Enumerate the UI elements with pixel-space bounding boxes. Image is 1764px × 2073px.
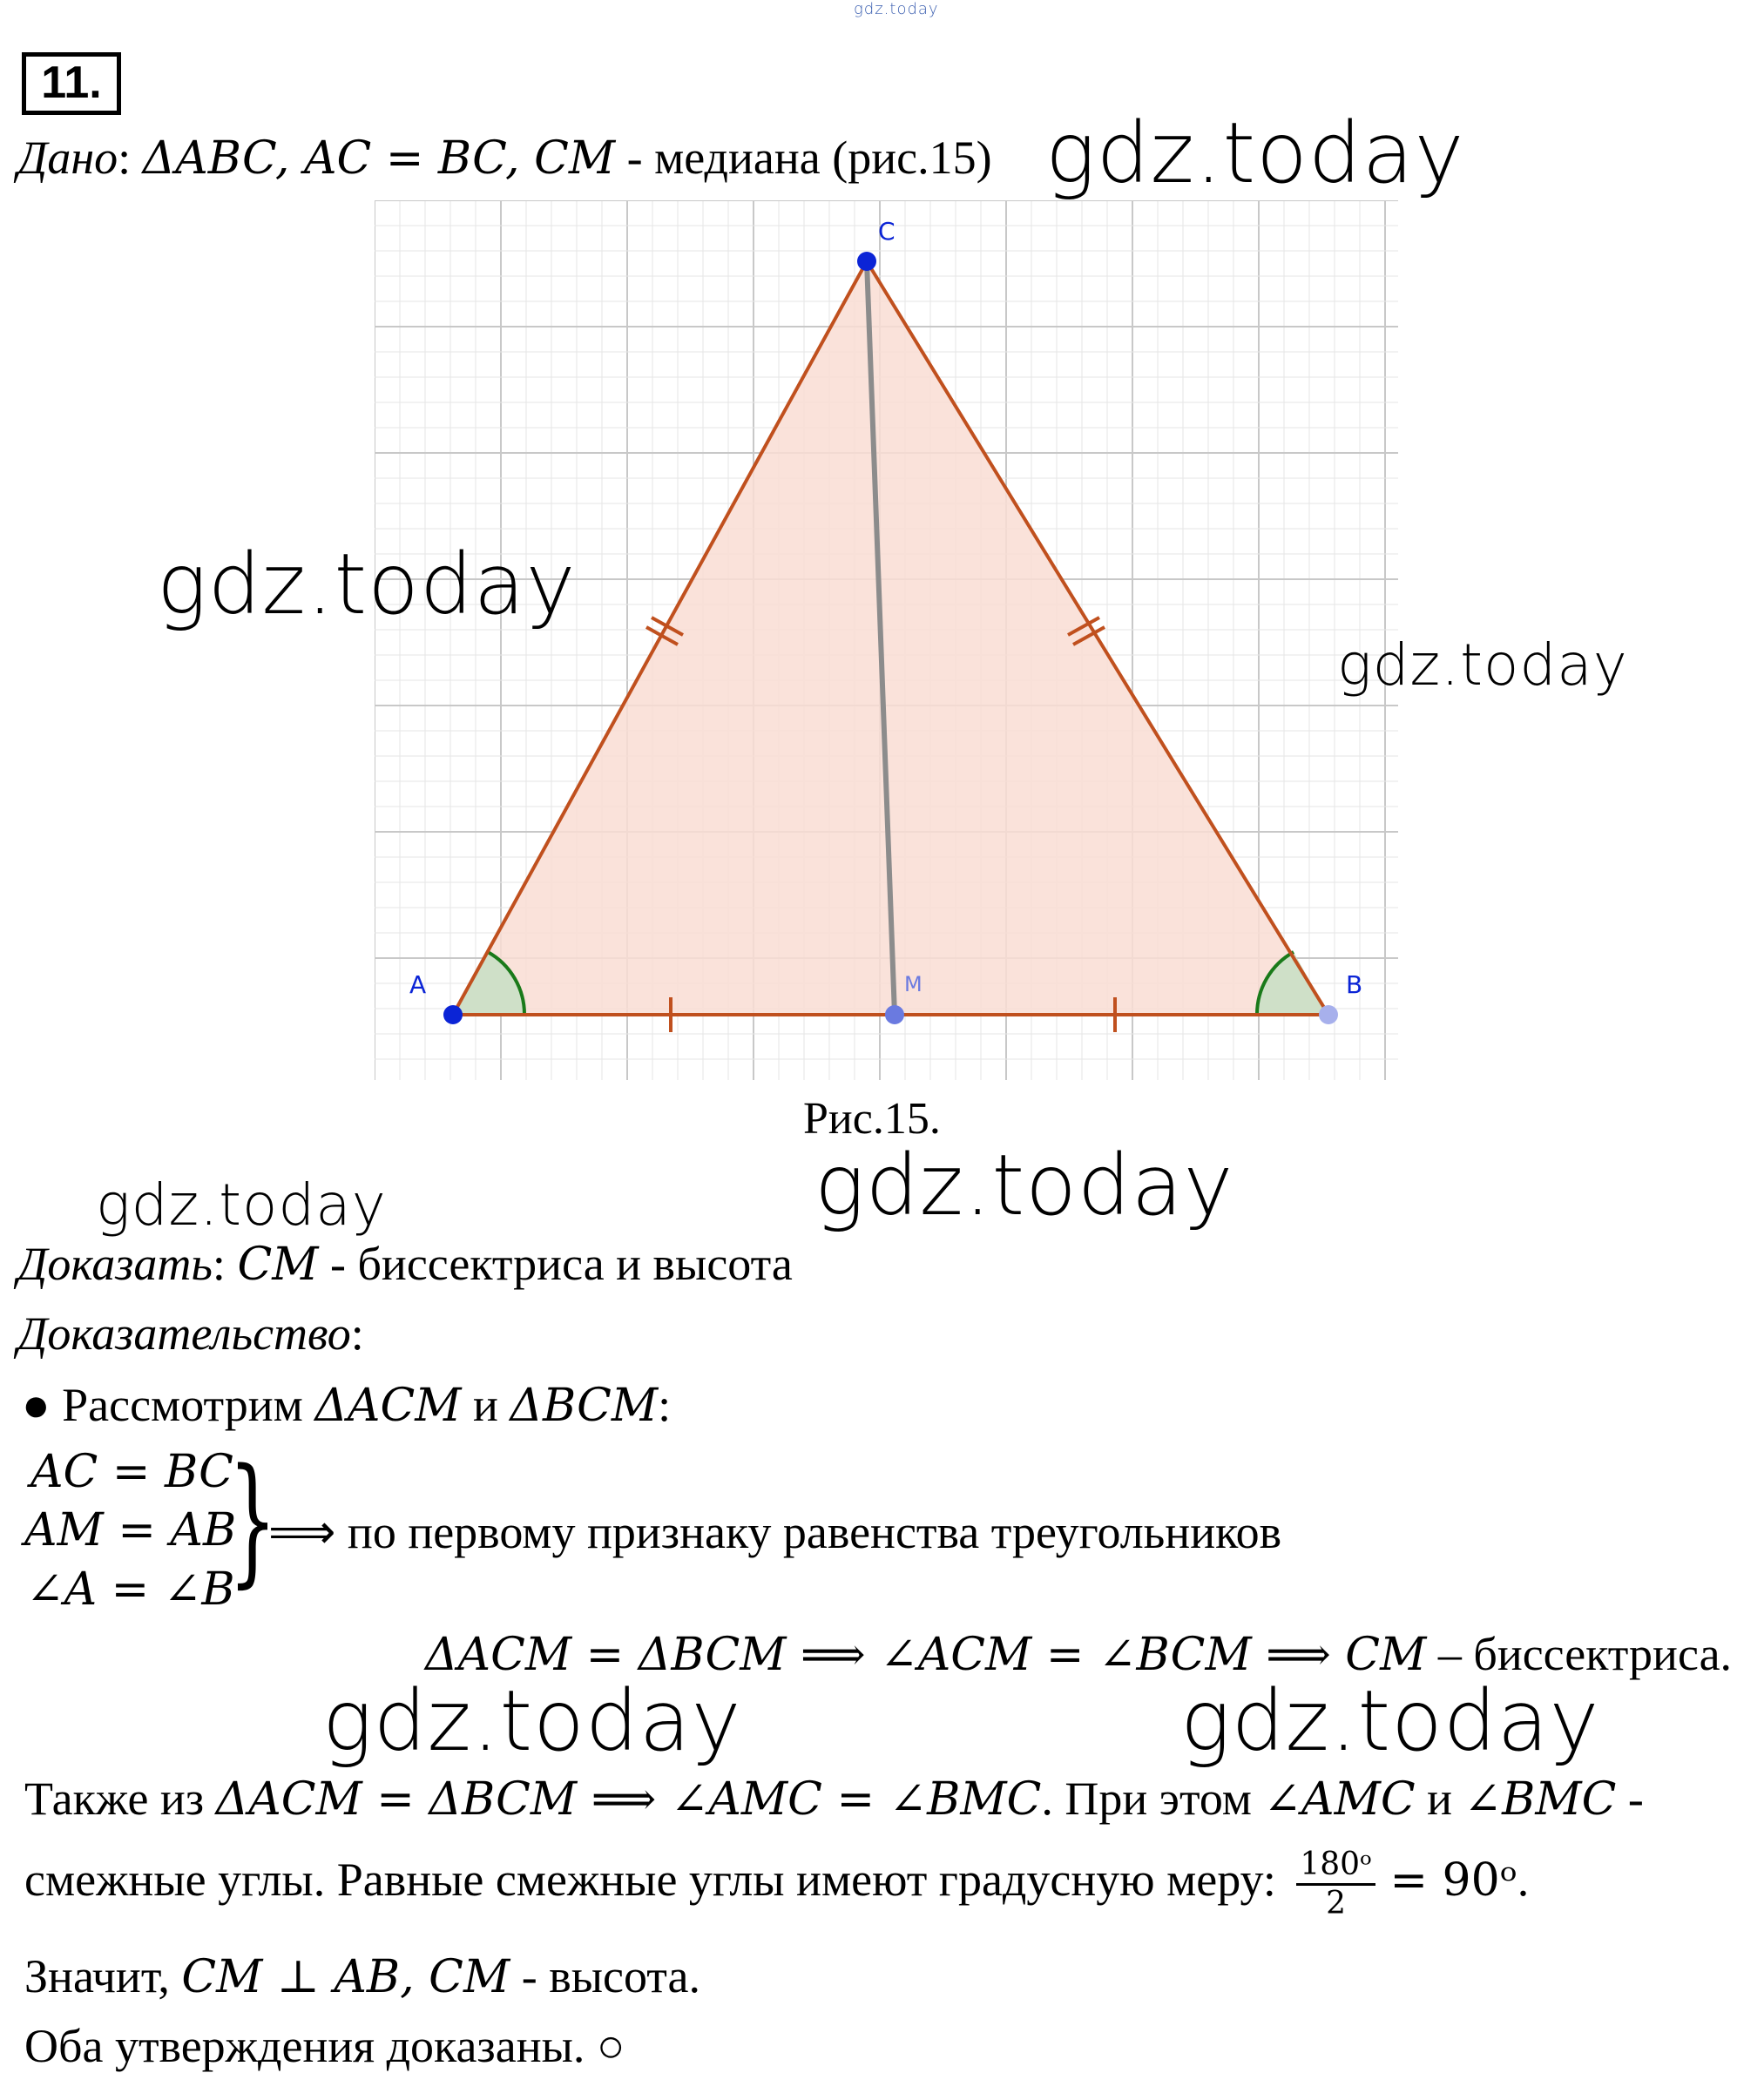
proof-label-line	[17, 1307, 364, 1361]
also-line	[24, 1772, 1644, 1826]
fraction-denominator: 2	[1326, 1886, 1347, 1921]
consider-and: и	[461, 1379, 510, 1431]
given-rest: - медиана (рис.15)	[615, 132, 992, 184]
also-p2: . При этом	[1041, 1773, 1264, 1825]
also-p1: Также из	[24, 1773, 216, 1825]
implies-arrow: ⟹	[268, 1504, 336, 1559]
therefore-line	[24, 1949, 700, 2003]
also-m2: ∠AMC	[1263, 1773, 1416, 1826]
also-m1: ΔACM = ΔBCM ⟹ ∠AMC = ∠BMC	[215, 1773, 1042, 1826]
given-math: ΔABC, AC = BC, CM	[142, 132, 616, 185]
watermark: gdz.today	[814, 1137, 1234, 1234]
point-b	[1319, 1005, 1338, 1024]
label-a: A	[409, 970, 427, 999]
adjacent-text: смежные углы. Равные смежные углы имеют градусную меру:	[24, 1853, 1276, 1906]
label-m: M	[904, 972, 923, 996]
fraction-numerator: 180ᵒ	[1296, 1847, 1375, 1886]
point-m	[885, 1005, 904, 1024]
consider-tri-1: ΔACM	[314, 1380, 462, 1432]
consider-line	[22, 1378, 671, 1432]
figure-caption: Рис.15.	[803, 1094, 941, 1144]
triangle-figure	[375, 200, 1398, 1080]
system-conclusion	[268, 1504, 1281, 1559]
given-line	[17, 131, 992, 185]
system-line-1: AC = BC	[30, 1446, 233, 1498]
fraction	[1296, 1847, 1375, 1922]
adjacent-eq: = 90ᵒ	[1375, 1854, 1517, 1907]
result-rest: – биссектриса.	[1426, 1628, 1733, 1680]
consider-text: Рассмотрим	[50, 1379, 315, 1431]
point-a	[443, 1005, 463, 1024]
also-p4: -	[1616, 1773, 1644, 1825]
prove-math: CM	[237, 1239, 319, 1291]
also-p3: и	[1415, 1773, 1464, 1825]
label-c: C	[878, 217, 896, 246]
therefore-math: CM ⊥ AB, CM	[181, 1951, 510, 2003]
system-line-3: ∠A = ∠B	[26, 1563, 235, 1616]
watermark: gdz.today	[1045, 105, 1465, 202]
label-b: B	[1346, 970, 1363, 999]
site-label-top: gdz.today	[854, 0, 939, 18]
therefore-p2: - высота.	[510, 1950, 700, 2002]
bullet: ●	[22, 1379, 51, 1431]
problem-number: 11.	[22, 52, 121, 115]
adjacent-line	[24, 1847, 1529, 1922]
adjacent-end: .	[1517, 1853, 1530, 1906]
proof-label: Доказательство	[17, 1307, 351, 1360]
point-c	[857, 252, 876, 271]
watermark: gdz.today	[157, 536, 577, 633]
prove-line	[17, 1237, 793, 1291]
consider-colon: :	[658, 1379, 672, 1431]
also-m3: ∠BMC	[1463, 1773, 1617, 1826]
watermark: gdz.today	[1180, 1672, 1600, 1770]
consider-tri-2: ΔBCM	[510, 1380, 659, 1432]
system-conclusion-text: по первому признаку равенства треугольников	[335, 1506, 1282, 1558]
system-line-2: AM = AB	[24, 1504, 237, 1556]
final-line: Оба утверждения доказаны. ○	[24, 2020, 625, 2072]
watermark: gdz.today	[322, 1672, 742, 1770]
given-colon: :	[118, 132, 132, 184]
proof-label-colon: :	[350, 1307, 364, 1360]
prove-rest: - биссектриса и высота	[318, 1238, 793, 1290]
prove-colon: :	[212, 1238, 238, 1290]
prove-label: Доказать	[17, 1238, 213, 1290]
given-label: Дано	[17, 132, 118, 184]
watermark: gdz.today	[1337, 631, 1628, 699]
system-brace: }	[228, 1438, 277, 1601]
watermark: gdz.today	[96, 1172, 387, 1239]
result-math: ΔACM = ΔBCM ⟹ ∠ACM = ∠BCM ⟹ CM	[425, 1629, 1427, 1681]
therefore-p1: Значит,	[24, 1950, 182, 2002]
